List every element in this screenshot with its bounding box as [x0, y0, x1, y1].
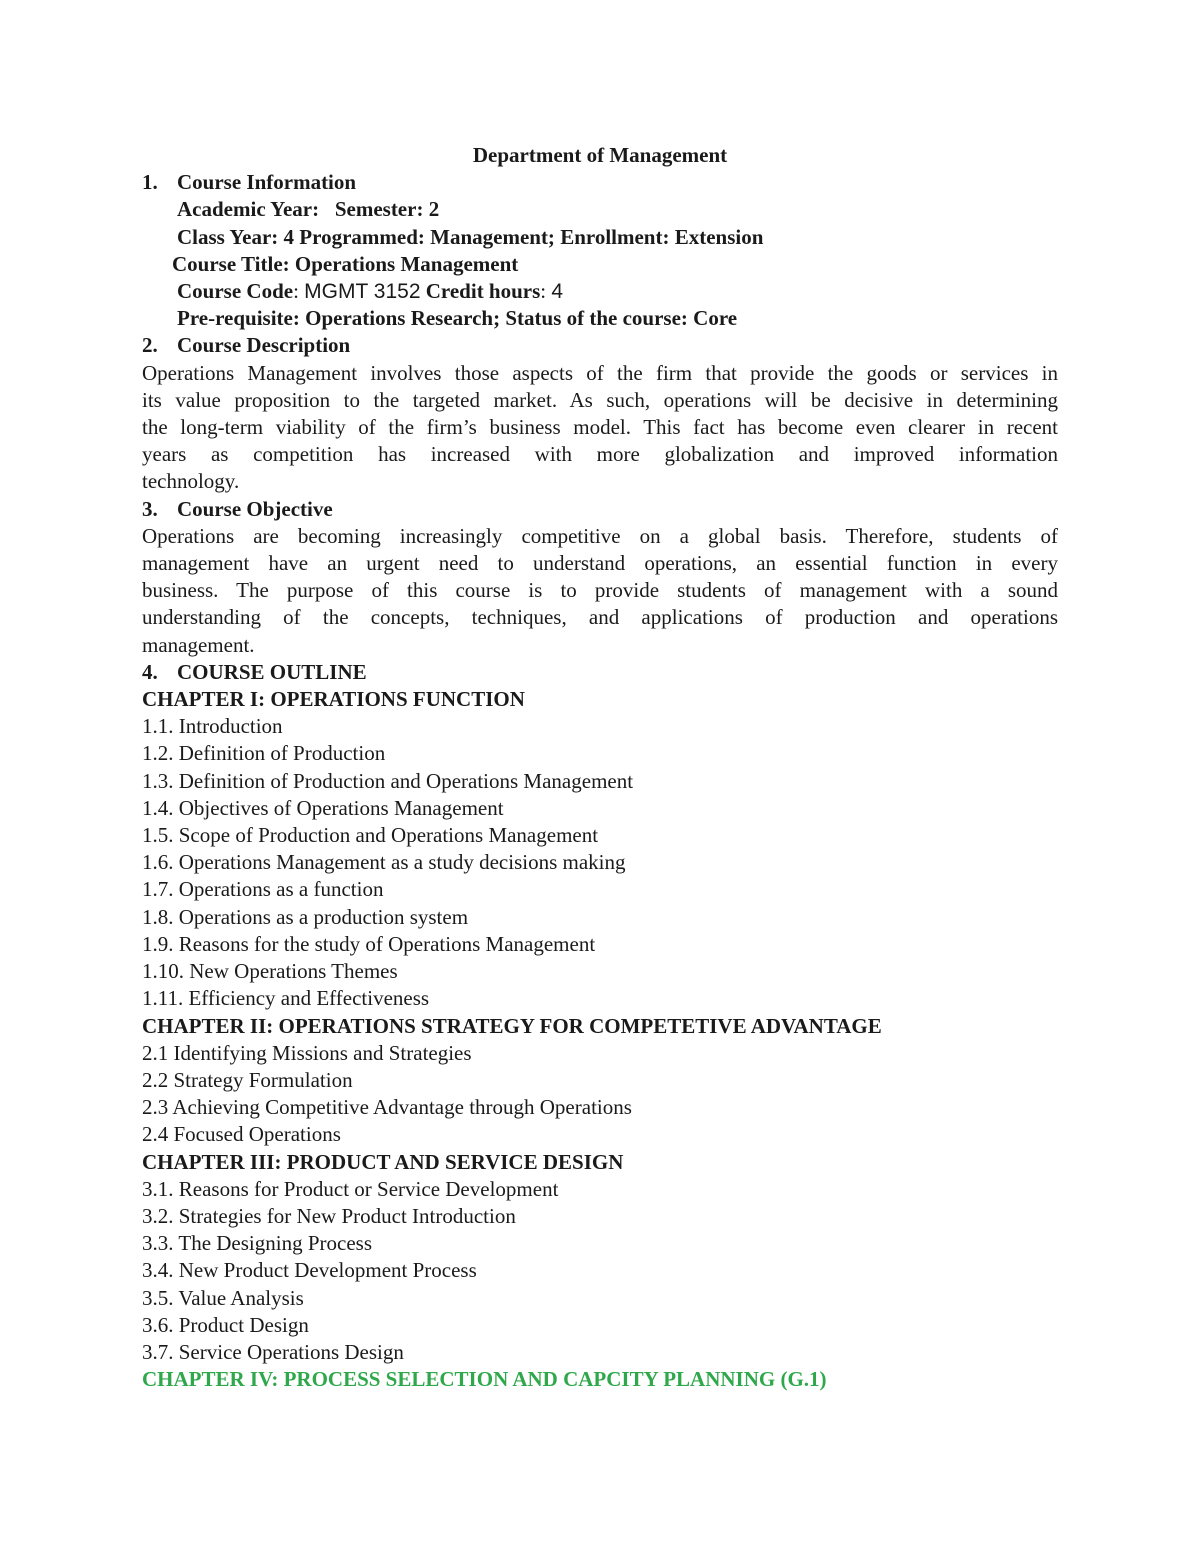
academic-year-line [142, 196, 1058, 223]
outline-item: 1.8. Operations as a production system [142, 904, 469, 929]
section-title: Course Description [177, 333, 351, 358]
outline-item: 2.4 Focused Operations [142, 1122, 341, 1147]
enrollment-value: Extension [674, 224, 764, 249]
description-line: technology. [142, 469, 240, 494]
course-description-text [142, 360, 1058, 496]
programmed-label: Programmed: [299, 224, 425, 249]
course-objective-text [142, 523, 1058, 659]
course-code-line: Course Code: MGMT 3152 Credit hours: 4 [177, 279, 564, 304]
description-line: its value proposition to the targeted market. As such, operations will be decisive in determining [142, 387, 1058, 412]
outline-item: 1.3. Definition of Production and Operations Management [142, 768, 634, 793]
outline-item: 1.1. Introduction [142, 714, 283, 739]
department-heading: Department of Management [472, 143, 728, 167]
section-course-information [142, 169, 1058, 196]
objective-line: understanding of the concepts, techniques, and applications of production and operations [142, 605, 1058, 630]
course-title-label: Course Title: [172, 251, 290, 276]
outline-item: 2.2 Strategy Formulation [142, 1067, 353, 1092]
objective-line: business. The purpose of this course is to provide students of management with a sound [142, 578, 1058, 603]
section-course-outline [142, 659, 1058, 686]
outline-item: 3.3. The Designing Process [142, 1231, 373, 1256]
objective-line: Operations are becoming increasingly competitive on a global basis. Therefore, students of [142, 523, 1058, 548]
credit-hours-value: 4 [551, 280, 564, 304]
course-code-value: MGMT 3152 [304, 280, 421, 304]
chapter-2-title: CHAPTER II: OPERATIONS STRATEGY FOR COMPETETIVE ADVANTAGE [142, 1013, 882, 1038]
outline-item: 2.3 Achieving Competitive Advantage through Operations [142, 1095, 632, 1120]
section-title: Course Objective [177, 496, 333, 521]
section-title: Course Information [177, 170, 357, 195]
outline-item: 1.10. New Operations Themes [142, 959, 398, 984]
section-course-objective [142, 496, 1058, 523]
section-number: 1. [142, 170, 158, 195]
outline-item: 1.2. Definition of Production [142, 741, 386, 766]
outline-item: 1.11. Efficiency and Effectiveness [142, 986, 430, 1011]
section-number: 2. [142, 333, 158, 358]
class-year-line [142, 224, 1058, 251]
description-line: the long-term viability of the firm’s business model. This fact has become even clearer in recent [142, 415, 1058, 440]
section-title: COURSE OUTLINE [177, 659, 367, 684]
section-number: 3. [142, 496, 158, 521]
outline-item: 3.1. Reasons for Product or Service Development [142, 1176, 559, 1201]
outline-item: 1.6. Operations Management as a study decisions making [142, 850, 626, 875]
prerequisite-line: Pre-requisite: Operations Research; Status of the course: Core [177, 306, 738, 331]
section-number: 4. [142, 659, 158, 684]
chapter-4-title: CHAPTER IV: PROCESS SELECTION AND CAPCITY PLANNING (G.1) [142, 1367, 827, 1392]
objective-line: management. [142, 632, 255, 657]
outline-item: 1.9. Reasons for the study of Operations Management [142, 931, 596, 956]
course-code-label: Course Code [177, 279, 294, 304]
semester-label: Semester: [334, 197, 424, 222]
enrollment-label: Enrollment: [560, 224, 670, 249]
class-year-value: 4 [283, 224, 295, 249]
course-title-value: Operations Management [294, 251, 519, 276]
document-page [142, 142, 1058, 1393]
objective-line: management have an urgent need to understand operations, an essential function in every [142, 551, 1058, 576]
chapter-3-title: CHAPTER III: PRODUCT AND SERVICE DESIGN [142, 1149, 624, 1174]
prerequisite-value: Operations Research; [305, 306, 501, 331]
academic-year-label: Academic Year: [177, 197, 320, 222]
course-title-line [142, 251, 1058, 278]
prerequisite-label: Pre-requisite [177, 306, 293, 331]
description-line: years as competition has increased with more globalization and improved information [142, 442, 1058, 467]
description-line: Operations Management involves those aspects of the firm that provide the goods or services in [142, 360, 1058, 385]
outline-item: 1.7. Operations as a function [142, 877, 384, 902]
outline-item: 3.6. Product Design [142, 1312, 309, 1337]
class-year-label: Class Year: [177, 224, 279, 249]
status-value: Core [693, 306, 738, 331]
outline-item: 3.2. Strategies for New Product Introduction [142, 1203, 516, 1228]
outline-item: 1.5. Scope of Production and Operations Management [142, 823, 599, 848]
section-course-description [142, 332, 1058, 359]
outline-item: 3.4. New Product Development Process [142, 1258, 477, 1283]
status-label: Status of the course: [505, 306, 688, 331]
credit-hours-label: Credit hours [425, 279, 541, 304]
outline-item: 3.7. Service Operations Design [142, 1339, 404, 1364]
outline-item: 2.1 Identifying Missions and Strategies [142, 1040, 472, 1065]
chapter-1-title: CHAPTER I: OPERATIONS FUNCTION [142, 687, 525, 712]
outline-item: 1.4. Objectives of Operations Management [142, 795, 504, 820]
semester-value: 2 [428, 197, 440, 222]
outline-item: 3.5. Value Analysis [142, 1285, 304, 1310]
programmed-value: Management; [430, 224, 555, 249]
